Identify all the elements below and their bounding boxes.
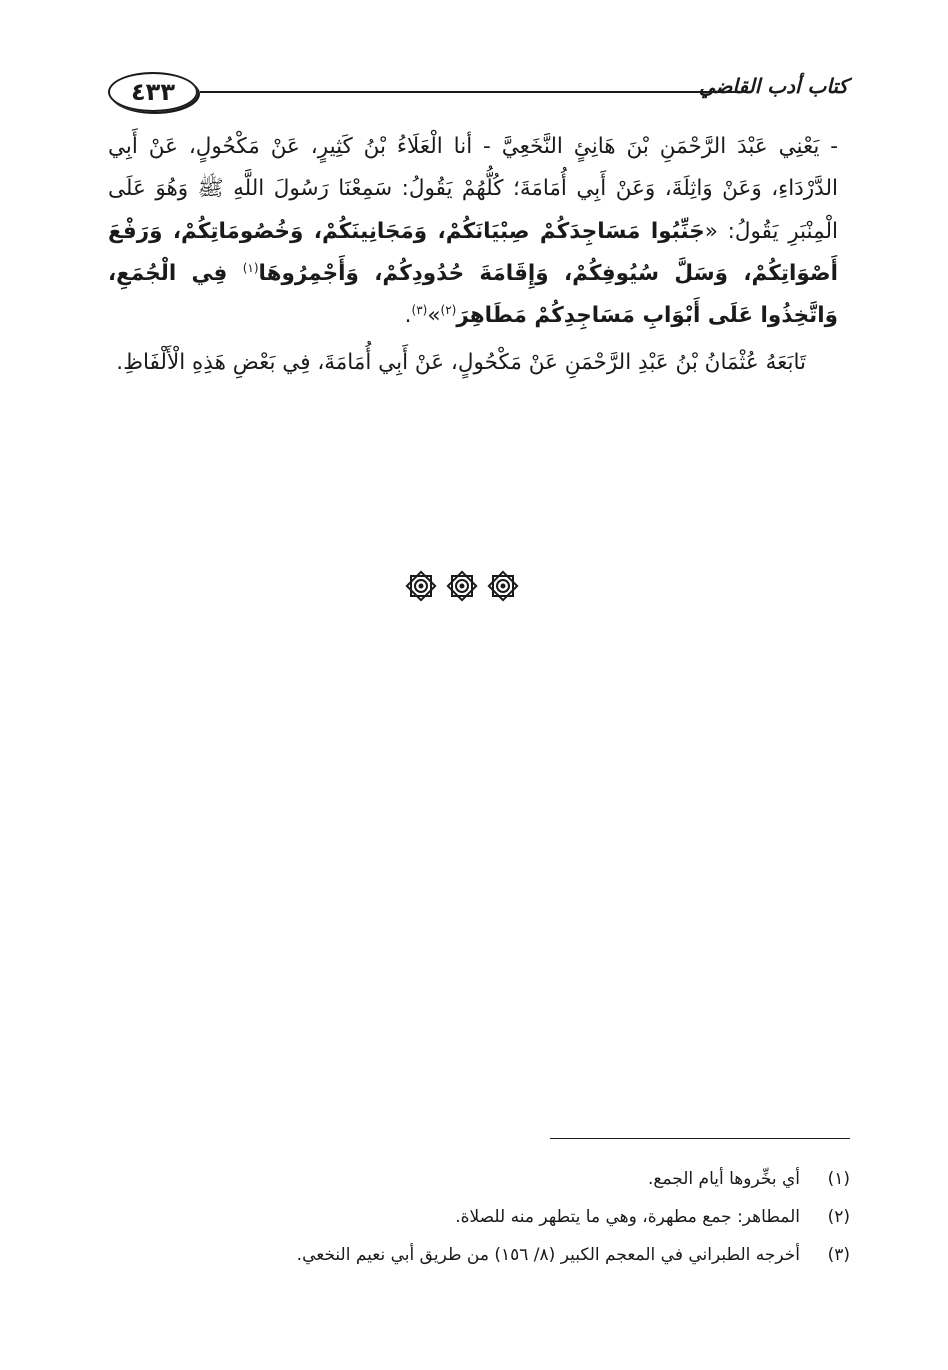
footnotes (200, 1160, 850, 1274)
hadith-text-part-2: فِي الْجُمَعِ، وَاتَّخِذُوا عَلَى أَبْوَابِ مَسَاجِدِكُمْ مَطَاهِرَ (108, 261, 838, 329)
footnote-text: أي بخِّروها أيام الجمع. (648, 1169, 800, 1189)
hadith-text-part-1: جَنِّبُوا مَسَاجِدَكُمْ صِبْيَانَكُمْ، وَمَجَانِينَكُمْ، وَخُصُومَاتِكُمْ، وَرَفْعَ أَصْوَاتِكُمْ، وَسَلَّ سُيُوفِكُمْ، وَإِقَامَةَ حُدُودِكُمْ، وَأَجْمِرُوهَا (108, 218, 838, 287)
footnote-text: المطاهر: جمع مطهرة، وهي ما يتطهر منه للصلاة. (455, 1207, 800, 1227)
footnote-separator (550, 1138, 850, 1139)
section-ornament (404, 566, 520, 606)
footnote-ref-1[interactable]: (١) (242, 260, 259, 275)
paragraph-hadith (108, 126, 838, 338)
close-quote: » (427, 303, 441, 329)
footnote-item (200, 1236, 850, 1274)
header-rule (200, 91, 736, 93)
sentence-end: . (404, 303, 412, 329)
footnote-ref-2[interactable]: (٢) (440, 303, 457, 318)
isnad-text: - يَعْنِي عَبْدَ الرَّحْمَنِ بْنَ هَانِئٍ النَّخَعِيَّ - أنا الْعَلَاءُ بْنُ كَثِيرٍ، عَنْ مَكْحُولٍ، عَنْ أَبِي الدَّرْدَاءِ، وَعَنْ وَاثِلَةَ، وَعَنْ أَبِي أُمَامَةَ؛ كُلُّهُمْ يَقُولُ: سَمِعْنَا رَسُولَ اللَّهِ ﷺ وَهُوَ عَلَى الْمِنْبَرِ يَقُولُ: « (108, 134, 838, 244)
footnote-item (200, 1198, 850, 1236)
footnote-number: (٢) (827, 1207, 850, 1227)
flower-ornament-icon (404, 569, 438, 603)
page-header (108, 68, 848, 116)
footnote-item (200, 1160, 850, 1198)
footnote-number: (١) (827, 1169, 850, 1189)
flower-ornament-icon (486, 569, 520, 603)
footnote-text: أخرجه الطبراني في المعجم الكبير (٨/ ١٥٦) من طريق أبي نعيم النخعي. (296, 1245, 800, 1265)
main-text (108, 126, 838, 384)
footnote-ref-3[interactable]: (٣) (411, 303, 428, 318)
page-number-badge: ٤٣٣ (108, 72, 198, 112)
flower-ornament-icon (445, 569, 479, 603)
footnote-number: (٣) (827, 1245, 850, 1265)
running-title: كتاب أدب القاضي (698, 74, 848, 98)
paragraph-follow-up: تَابَعَهُ عُثْمَانُ بْنُ عَبْدِ الرَّحْمَنِ عَنْ مَكْحُولٍ، عَنْ أَبِي أُمَامَةَ، فِي بَعْضِ هَذِهِ الْأَلْفَاظِ. (116, 349, 806, 375)
